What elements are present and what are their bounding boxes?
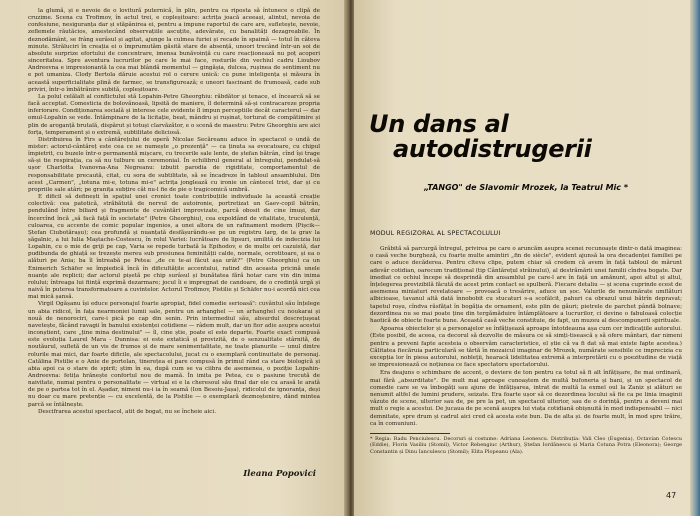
right-paragraph: Grăbită să parcurgă întregul, privirea pe care o aruncăm asupra scenei recunoaște dintr-o dată imaginea: o casă veche burgheză, cu foarte multe amintiri „fin de siècle", evident ajunsă la ora decadenței familiei pe care o aduce decăderea. Pentru clteva clipe, putem chiar să credem că avem în față tabloul de mărunt adevăr cotidian, oarecum tradițional (tip Cântărețul străinului), al destrămării unei familii cîndva bogate. Dar imediat ce ochiul începe să desprindă din ansamblul pe care-l are în față un amănunt, apoi altul și altul, înțelegerea previzibilă făcută de acest prim contact se spulberă. Fiecare detaliu — și scena cuprinde ecest de asemenea miniaturi revelatoare — provoacă o tresărire, aduce un șoc. Valurile de nenumărate umflături albicioase, tavanul altă dată înnobobit cu stucaturi s-a scofâlcit, pahuri ca obrazul unui bătrîn depravat; tapetul roșu, cîndva răsfățat în bogăția de ornament, este plin de găuri; pietrele de parchet pândă bolnave; dezordinea nu se mai poate ține din tergămăduire întâmplătoare a lucrurilor, ci devine o fabuloasă colecție haotică de obiecte foarte bune. Această casă veche constituie, de fapt, un muzeu al descompunerii spirituale.	[370, 246, 682, 325]
page-number: 47	[666, 491, 677, 500]
article-subtitle: „TANGO" de Slavomir Mrozek, la Teatrul Mic *	[424, 183, 628, 192]
left-page-body	[28, 8, 320, 416]
left-paragraph: Virgil Ogășanu își educe personajul foarte apropiat, fidel comedie serioasă": cuvântul său înțelege un abia ridicol, în fața nearmoniei lumii sale, pentru un arhanghel — un arhanghel cu noukarai și nouă de nenorociri, care-i pică pe cap din senin. Prin intermediul său, absurdul descrețușeat navetește, făcând ravagii în banului existenței cotidiene — râdem mult, dar un fior adie asupra acestui inconștient, care „ține mina destinului" — îl, cine știe, poate el este departe. Foarte exact compusă este evoluția Laurel Mara - Dunnisa: ei este extatică și provizită, de o senzualitate stârnită, de noutăurul, sufletă de un vis de frumos și de mare senimentalitate, ne toate planurile — unul dintre rolurile mai mici, dar foarte dificile, ale spectacolului, jucat cu o exemplară continuitate de personaj. Catălina Pistilie e o Anie de portelan, tinerețea ei pare compusă în primul rând ca stare biologică și abia apoi ca o stare de spirit; știm în ea, după cum se va ciibra de asemenea, o poziție Lopahin-Andreevna: fetița hrănește confortul nou de mamă. În imita pe Petea, cu o pasiune trecută de naivitate, numai pentru o personalitate — virtual ei e la cheresoul său final dar ele cu arasă le arată de pe o partea tot în el. Așadar, nimeni nu-i ia în seamă (Ion Besoiu-Jașa), ridicolul de ignoranța, deși nu doar cu mare pretenție — cu excelentă, de la Pistilie — o exemplară dezmoștenire, dând mintea parcă se întâlnește.	[28, 301, 320, 408]
left-paragraph: La polul celălalt al conflictului stă Lopahin-Petre Gheorghiu: răbdător și tenace, el încearcă să se facă acceptat. Comesticia de bolovănoasă, lipsită de maniere, îl determină să-și contracareze propria inferiorare. Condiționarea socială și interese cele evidente îl impun perceptiile decât caracterul — dar omul-Lopahin se vede. Întâmpinare de la licitație, beat, mândru și rușinat, torturat de compătimire și plin de aroganță brutală, dispărut și totuși clarvăzător, e o scenă de maestru: Petre Gheorghiu are aici forța, temperament și o extremă, subtilitate deliciosă.	[28, 93, 320, 136]
left-paragraph: Distribuirea în Firs a cântărețului de operă Nicolae Secăreanu aduce în spectacol o undă de mister: actorul-cântăreț este cea ce se numește „o prezență" — ca ținuta sa evocatoare, cu chipul împietrit, cu buzele într-o permanentă mișcare, cu trecerile sale lente, de ștefan bătrân, cînd își trage să-și tie respirația, ca să nu tulbure un ceremonial. În echilibrul general al întregului, pendulat-să ușor Charlotta Ivanovna-Ana Negreanu: izbutit parodia de rigiditate, comportamentul de responsabilitate precaută, citat, cu sora de subtilitate, să se încadreze în tabloul ansamblului. Din acest „Carmen", „totuna mi-e, totuna mi-e" actrița jonglează cu ironie un cântecel trist, dar și cu propriile sale atâri; pe granița subțire cât nu-l fie de pie o tragicomică umbră.	[28, 136, 320, 193]
headline-line-2: autodistrugerii	[393, 135, 592, 163]
right-page	[354, 0, 700, 516]
section-heading: MODUL REGIZORAL AL SPECTACOLULUI	[370, 230, 501, 237]
left-paragraph: Descifrarea acestui spectacol, atit de bogat, nu se încheie aici.	[38, 408, 216, 415]
right-paragraph: Era deajuns o schimbare de accent, o deviere de ton pentru ca totul să fi alt înfățișare, fie mai ordinară, mai fără „absurditate". De mult mai aproape cunoaștem de multă bufoneria și bani, și un spectacol de comedie care se va îmbogăți sau ajuns de înfățișarea, intrat de multă la exmel oul la Zaniz și alături se nenumit altfel de lumini prudere, seizate. Era foarte ușor să ce dezordinea locului să fie ca pe linia imaginii văzute de scene, ulterior sau de, pe pre la pet, un spectacol ulterior, sau de o dorință, pentru a deveni mai mult o regie a acestui. De jucaua de pe scenă asupra lui viața cotidiană obișnuită în mod indispensabil — nici demnitate, spre drum și cadrul aici cred că acesta este bun. Da de alta și. de foarte mult, în mod spre trăire, ca în comuniuni.	[370, 370, 682, 427]
left-paragraph: la glumă, și e nevoie de o lovitură puternică, în plin, pentru ca riposta să întunece o clipă de cruzime. Scena cu Trofimov, în actul trei, e copleșitoare: actrița joacă aceeași, alintul, nevoia de confesiune, nesiguranța dar și stăpânirea ei, pentru a impune raportul de care are, sufletește, nevoie, zeflemele răutăcios, amestecând observațiile ascuțite, adevărate, cu banalități dezagreabile. În deznodământ, se frâng surâsul și agitat, ajunge la culmea furiei și recade în spaimă — totul în câteva minute. Străluciri în creația ei o împrumutăm găsită stare de absență, unoori trecând într-un soi de absolute surprize efortului de concentrare, imensa bunăvoință cu care reacționează nu poț acoperi sinceritatea. Spre aventura lucrurilor pe care le mai face, rosturile din vechiul cadru Lioubov Andreevna e impresionantă la cea mai blândă momentul — gingășia, dulcea, rușinea de sentiment nu e pot umaniza. Clody Bertola dăruie acestui rol o cerere unică: cu pune inteligența și măsura în această superficialitate plină de farmec, se transfigurează; e uneori fascinant de frumoasă, cade sub priviri, într-o îmbătrânire subită, copleșitoare.	[28, 8, 320, 93]
cover-edge	[690, 0, 700, 516]
footnote-rule	[370, 433, 450, 434]
headline-line-1: Un dans al	[369, 110, 509, 138]
article-headline	[369, 112, 689, 162]
right-paragraph: Apoarea obiectelor și a personajelor se înfățișează aproape întotdeauna așa cum cer indicațiile autorului. (Este posibil, de aceea, ca decorul să dezvolte de măsura ce să simți-tisească ș să ofere mântari, dar nimeni pentru a preveni fapte acesteia o observăm caracteristice, el știe că va fi dat să mai existe fapte acestea.) Călitatea fiecăruia particulară se tărtă în mozaicul imaginar de Mrozek, numărate sensibile ce imprecizia cu excepția lor în piesa autorului, nobleții, hearacă lidelitatea extremă a interpretării cu o poezitudine de viață se impresionează ce noțiunea ce face spectatoru spectatorului.	[370, 326, 682, 369]
author-signature: Ileana Popovici	[243, 469, 316, 479]
left-page	[0, 0, 346, 516]
right-page-body	[370, 246, 682, 429]
left-paragraph: E dificil să definești în spațiul unei cronici toate contribuțiile individuale la această creație colectivă: cea patetică, străbătută de nervul de autoironie, portretizat un Gaev-copil bătrân, pendulând între biliard și fragmente de cuvântări improvizate, parcă obosit de cine îmuși, dar încercînd încă „să facă față în societate" (Petre Gheorghiu), cea expoldând de vitalitate, truculență, culoarea, cu accente de comic popular ingenios, a unei altora de un rafinament modern (Pișcik—Ștefan Ciubotărașu); cea profundă și nuanțată desfășurându-se pe un registru larg, de la grav la șăgalnic, a lui Iulia Maștache-Costescu, în rolul Variei: lucrătoare de lipsuri, umilită de indecizia lui Lopahin, cu o mie de griji pe cap, Varia se repede turbată la Epihodov, e de multe ori cazuistă, dar pudibunda de ghiață se trezește mereu sub presiunea feminității calde, normale, ocrotitoare, și ea o alături pe Ania; ba îl întreabă pe Petea: „de ce te-ai făcut așa urât?" (Petre Gheorghiu) ca un Enimerich Schäfer se împiedică încă în dificultățile accentului, ratind din aceasta pricină unele nuanțe ale replicii; dar actorul pișetă pe chip surâsul și bunătatea fără hotar care vin din inima rolului; întreaga lui ființă exprimă dezarmare; jocul îi e impregnat de candoare, de o credință urgă și naivă în puterea transformatoare a cuvintelor. Actorul Trofimov, Pistilie și Schäfer nu-i acordă nici cea mai mică șansă.	[28, 194, 320, 301]
footnote: * Regia: Radu Penciulescu. Decoruri și costume: Adriana Leonescu. Distribuția: Vali Cleo (Eugenia), Octavian Cotescu (Eddie), Florin Vasiliu (Stomil), Victor Rebengiuc (Arthur), Ștefan Iordănescu și Maria Cotuna Potra (Eleonora); George Constantin și Dinu Ianculescu (Stomil); Elita Plopeanu (Ala).	[370, 436, 682, 455]
